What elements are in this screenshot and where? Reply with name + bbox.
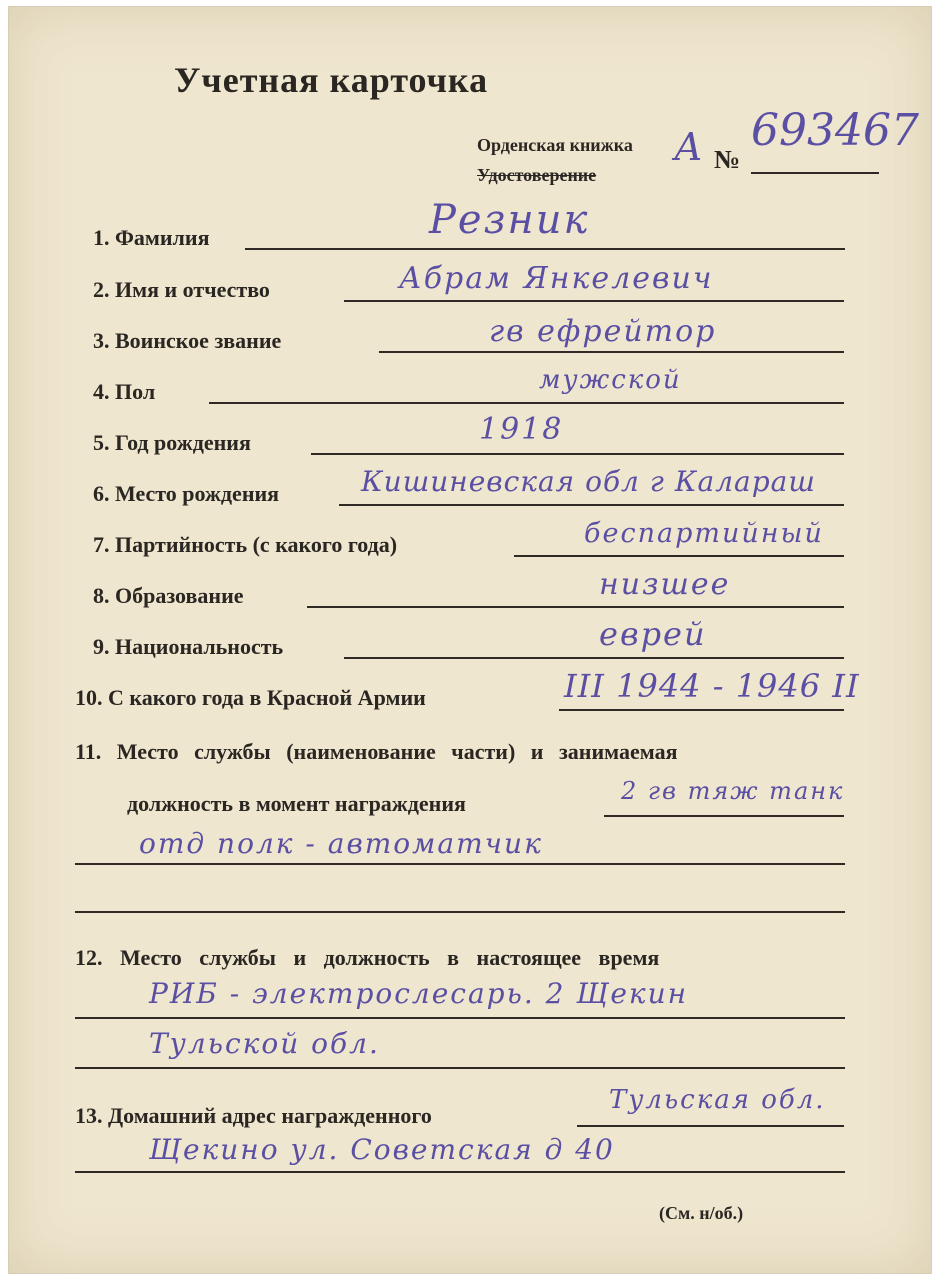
- line-nationality: [344, 657, 844, 659]
- value-army-since: III 1944 - 1946 II: [564, 667, 860, 705]
- label-army-since: 10. С какого года в Красной Армии: [75, 685, 426, 710]
- label-birth-year: 5. Год рождения: [93, 430, 251, 455]
- value-home-address-line1: Тульская обл.: [609, 1085, 826, 1115]
- value-current-service-line1: РИБ - электрослесарь. 2 Щекин: [149, 977, 689, 1010]
- value-name-patronymic: Абрам Янкелевич: [399, 261, 714, 296]
- label-nationality: 9. Национальность: [93, 634, 284, 659]
- line-rank: [379, 351, 844, 353]
- line-service-place-2: [75, 863, 845, 865]
- value-nationality: еврей: [599, 615, 707, 653]
- value-sex: мужской: [539, 365, 682, 395]
- card-title: Учетная карточка: [174, 60, 489, 100]
- label-service-place-line1: 11. Место службы (наименование части) и занимаемая: [75, 739, 678, 764]
- line-name-patronymic: [344, 300, 844, 302]
- number-sign: №: [714, 145, 741, 174]
- value-birthplace: Кишиневская обл г Калараш: [361, 465, 816, 498]
- line-home-address-2: [75, 1171, 845, 1173]
- label-service-place-line2: должность в момент награждения: [127, 791, 466, 816]
- label-name-patronymic: 2. Имя и отчество: [93, 277, 270, 302]
- value-service-place-line2: отд полк - автоматчик: [139, 827, 543, 860]
- value-education: низшее: [599, 567, 731, 602]
- line-home-address-1: [577, 1125, 844, 1127]
- label-rank: 3. Воинское звание: [93, 328, 282, 353]
- line-service-place-3: [75, 911, 845, 913]
- record-card: [8, 6, 932, 1274]
- label-surname: 1. Фамилия: [93, 225, 210, 250]
- label-birthplace: 6. Место рождения: [93, 481, 280, 506]
- line-party: [514, 555, 844, 557]
- value-birth-year: 1918: [479, 412, 564, 447]
- series-letter: А: [674, 125, 705, 169]
- label-sex: 4. Пол: [93, 379, 156, 404]
- order-book-label: Орденская книжка: [477, 135, 633, 155]
- line-surname: [245, 248, 845, 250]
- bleed-through-text: [569, 52, 574, 75]
- line-army-since: [559, 709, 844, 711]
- see-reverse-note: (См. н/об.): [659, 1203, 744, 1223]
- value-service-place-line1: 2 гв тяж танк: [621, 777, 845, 805]
- order-book-number: 693467: [751, 105, 919, 156]
- label-party: 7. Партийность (с какого года): [93, 532, 398, 557]
- certificate-label: Удостоверение: [477, 165, 597, 185]
- label-current-service: 12. Место службы и должность в настоящее время: [75, 945, 660, 970]
- line-education: [307, 606, 844, 608]
- value-surname: Резник: [429, 197, 590, 243]
- value-party: беспартийный: [584, 518, 824, 549]
- line-birthplace: [339, 504, 844, 506]
- value-rank: гв ефрейтор: [489, 314, 717, 349]
- label-education: 8. Образование: [93, 583, 244, 608]
- value-home-address-line2: Щекино ул. Советская д 40: [149, 1133, 615, 1166]
- label-home-address: 13. Домашний адрес награжденного: [75, 1103, 432, 1128]
- number-underline: [751, 172, 879, 174]
- line-birth-year: [311, 453, 844, 455]
- line-current-service-1: [75, 1017, 845, 1019]
- line-sex: [209, 402, 844, 404]
- value-current-service-line2: Тульской обл.: [149, 1027, 380, 1060]
- line-current-service-2: [75, 1067, 845, 1069]
- line-service-place-1: [604, 815, 844, 817]
